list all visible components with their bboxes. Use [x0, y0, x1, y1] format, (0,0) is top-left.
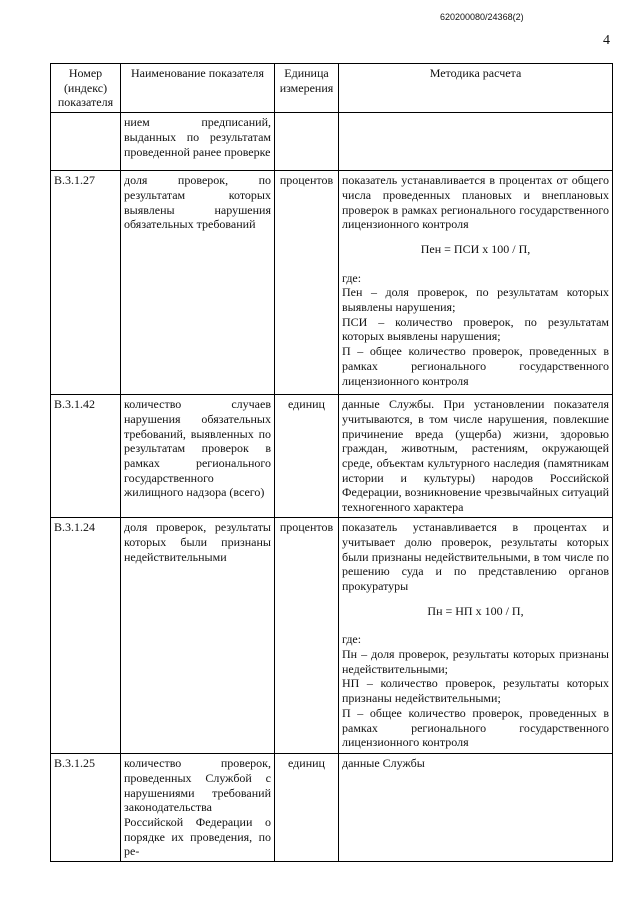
where-label: где: [342, 632, 362, 647]
row-name: доля проверок, по результатам которых выявлены нарушения обязательных требований [121, 171, 275, 395]
indicators-table [50, 63, 613, 862]
definition: НП – количество проверок, результаты которых признаны недействительными; [342, 676, 609, 706]
row-method: данные Службы [339, 754, 613, 862]
document-code: 620200080/24368(2) [440, 12, 524, 22]
row-id: В.3.1.27 [51, 171, 121, 395]
table-row [51, 754, 613, 862]
table-row [51, 171, 613, 395]
row-name: количество случаев нарушения обязательных требований, выявленных по результатам проверок в рамках регионального государственного жилищного надзора (всего) [121, 395, 275, 518]
row-name: количество проверок, проведенных Службой с нарушениями требований законодательства Российской Федерации о порядке их проведения, по ре- [121, 754, 275, 862]
row-unit: единиц [275, 395, 339, 518]
row-method [339, 113, 613, 171]
row-id [51, 113, 121, 171]
method-intro: показатель устанавливается в процентах и учитывает долю проверок, результаты которых были признаны недействительными, в том числе по решению суда и по представлению органов прокуратуры [342, 520, 609, 593]
page-number: 4 [603, 33, 610, 48]
header-name: Наименование показателя [121, 64, 275, 113]
formula: Пен = ПСИ х 100 / П, [420, 241, 531, 256]
row-unit: процентов [275, 518, 339, 754]
row-method: данные Службы. При установлении показателя учитываются, в том числе нарушения, повлекшие причинение вреда (ущерба) жизни, здоровью граждан, животным, растениям, окружающей среде, объектам культурного наследия (памятникам истории и культуры) народов Российской Федерации, возникновение чрезвычайных ситуаций техногенного характера [339, 395, 613, 518]
definition: ПСИ – количество проверок, по результатам которых выявлены нарушения; [342, 314, 609, 344]
table-header-row [51, 64, 613, 113]
header-method: Методика расчета [339, 64, 613, 113]
where-label: где: [342, 270, 362, 285]
definition: Пен – доля проверок, по результатам которых выявлены нарушения; [342, 285, 609, 315]
definition: П – общее количество проверок, проведенных в рамках регионального государственного лицензионного контроля [342, 344, 609, 388]
table-row [51, 518, 613, 754]
row-id: В.3.1.42 [51, 395, 121, 518]
row-unit: единиц [275, 754, 339, 862]
row-method [339, 518, 613, 754]
row-method [339, 171, 613, 395]
definition: Пн – доля проверок, результаты которых признаны недействительными; [342, 647, 609, 676]
formula: Пн = НП х 100 / П, [427, 603, 524, 618]
row-id: В.3.1.25 [51, 754, 121, 862]
table-row [51, 395, 613, 518]
row-unit [275, 113, 339, 171]
method-intro: показатель устанавливается в процентах от общего числа проведенных плановых и внеплановых проверок в рамках регионального государственного лицензионного контроля [342, 173, 609, 232]
definition: П – общее количество проверок, проведенных в рамках регионального государственного лицензионного контроля [342, 705, 609, 750]
header-unit: Единица измерения [275, 64, 339, 113]
row-unit: процентов [275, 171, 339, 395]
row-name: доля проверок, результаты которых были признаны недействительными [121, 518, 275, 754]
row-name: нием предписаний, выданных по результатам проведенной ранее проверке [121, 113, 275, 171]
table-row [51, 113, 613, 171]
header-num: Номер (индекс) показателя [51, 64, 121, 113]
row-id: В.3.1.24 [51, 518, 121, 754]
